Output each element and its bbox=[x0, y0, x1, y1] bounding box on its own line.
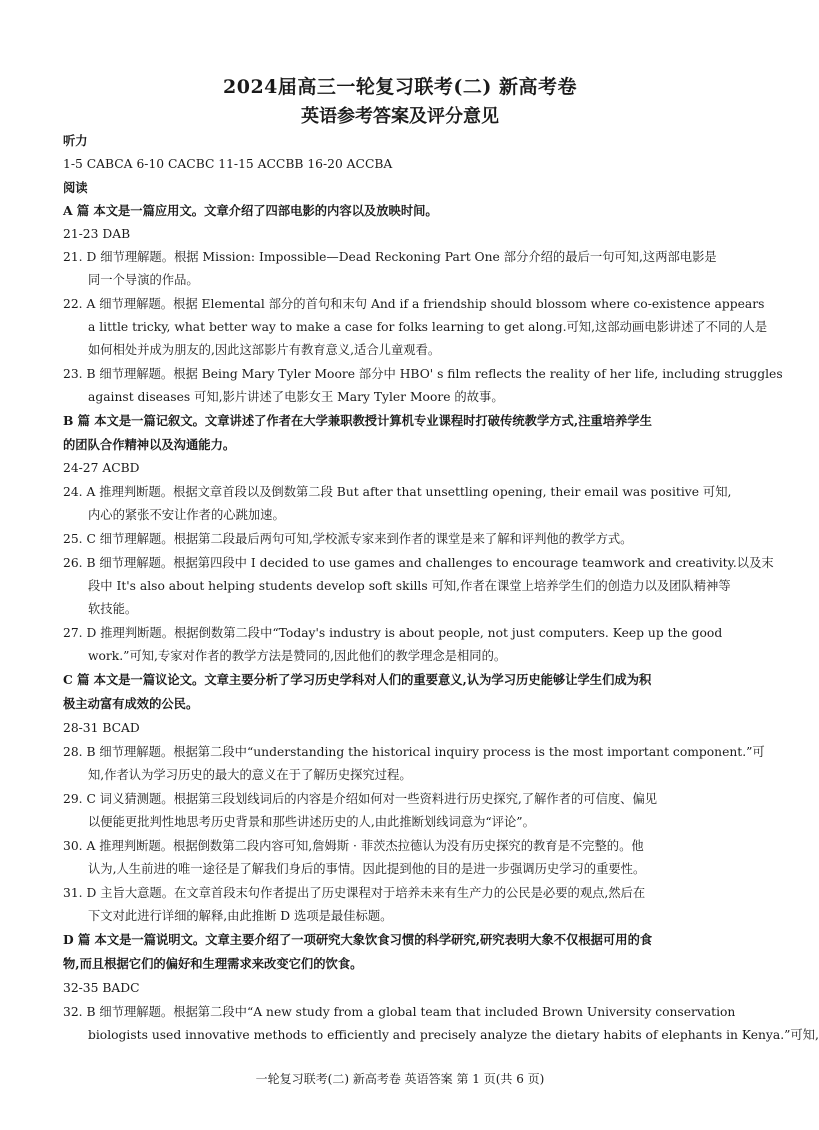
q29-line: 以便能更批判性地思考历史背景和那些讲述历史的人,由此推断划线词意为“评论”。 bbox=[88, 815, 535, 829]
passage-a-intro: A 篇 本文是一篇应用文。文章介绍了四部电影的内容以及放映时间。 bbox=[63, 203, 438, 218]
q30-line: 30. A 推理判断题。根据倒数第二段内容可知,詹姆斯 · 菲茨杰拉德认为没有历史探究的教育是不完整的。他 bbox=[63, 839, 644, 853]
passage-d-answers: 32-35 BADC bbox=[63, 981, 140, 995]
q27-line: work.”可知,专家对作者的教学方法是赞同的,因此他们的教学理念是相同的。 bbox=[88, 649, 507, 663]
passage-d-intro: D 篇 本文是一篇说明文。文章主要介绍了一项研究大象饮食习惯的科学研究,研究表明大象不仅根据可用的食 bbox=[63, 932, 653, 947]
q26-line: 段中 It's also about helping students develop soft skills 可知,作者在课堂上培养学生们的创造力以及团队精神等 bbox=[88, 579, 731, 593]
q22-line: a little tricky, what better way to make a case for folks learning to get along.可知,这部动画电影讲述了不同的人是 bbox=[88, 320, 768, 334]
listening-heading: 听力 bbox=[63, 133, 88, 148]
q21-line: 21. D 细节理解题。根据 Mission: Impossible—Dead Reckoning Part One 部分介绍的最后一句可知,这两部电影是 bbox=[63, 250, 717, 264]
passage-b-intro: B 篇 本文是一篇记叙文。文章讲述了作者在大学兼职教授计算机专业课程时打破传统教学方式,注重培养学生 bbox=[63, 413, 652, 428]
q25-line: 25. C 细节理解题。根据第二段最后两句可知,学校派专家来到作者的课堂是来了解和评判他的教学方式。 bbox=[63, 532, 633, 546]
passage-a-answers: 21-23 DAB bbox=[63, 227, 131, 241]
passage-d-intro: 物,而且根据它们的偏好和生理需求来改变它们的饮食。 bbox=[63, 956, 363, 971]
q22-line: 如何相处并成为朋友的,因此这部影片有教育意义,适合儿童观看。 bbox=[88, 343, 441, 357]
reading-heading: 阅读 bbox=[63, 180, 88, 195]
q28-line: 28. B 细节理解题。根据第二段中“understanding the historical inquiry process is the most important component.”可 bbox=[63, 745, 765, 759]
page-footer: 一轮复习联考(二) 新高考卷 英语答案 第 1 页(共 6 页) bbox=[255, 1072, 545, 1086]
listening-answers: 1-5 CABCA 6-10 CACBC 11-15 ACCBB 16-20 ACCBA bbox=[63, 157, 393, 171]
q30-line: 认为,人生前进的唯一途径是了解我们身后的事情。因此提到他的目的是进一步强调历史学习的重要性。 bbox=[88, 862, 646, 876]
q21-line: 同一个导演的作品。 bbox=[88, 273, 199, 287]
q22-line: 22. A 细节理解题。根据 Elemental 部分的首句和末句 And if a friendship should blossom where co-existence appears bbox=[63, 297, 765, 311]
q23-line: 23. B 细节理解题。根据 Being Mary Tyler Moore 部分中 HBO' s film reflects the reality of her life, including struggles bbox=[63, 367, 783, 381]
q26-line: 26. B 细节理解题。根据第四段中 I decided to use games and challenges to encourage teamwork and creativity.以及末 bbox=[63, 556, 774, 570]
q23-line: against diseases 可知,影片讲述了电影女王 Mary Tyler Moore 的故事。 bbox=[88, 390, 504, 404]
passage-b-answers: 24-27 ACBD bbox=[63, 461, 140, 475]
passage-c-intro: 极主动富有成效的公民。 bbox=[63, 696, 199, 711]
q31-line: 31. D 主旨大意题。在文章首段末句作者提出了历史课程对于培养未来有生产力的公民是必要的观点,然后在 bbox=[63, 886, 646, 900]
q24-line: 内心的紧张不安让作者的心跳加速。 bbox=[88, 508, 285, 522]
q28-line: 知,作者认为学习历史的最大的意义在于了解历史探究过程。 bbox=[88, 768, 412, 782]
page-title: 2024届高三一轮复习联考(二) 新高考卷 bbox=[223, 76, 577, 98]
passage-c-answers: 28-31 BCAD bbox=[63, 721, 140, 735]
q31-line: 下文对此进行详细的解释,由此推断 D 选项是最佳标题。 bbox=[88, 909, 393, 923]
q32-line: biologists used innovative methods to efficiently and precisely analyze the dietary habits of elephants in Kenya.”可知, bbox=[88, 1028, 819, 1042]
q27-line: 27. D 推理判断题。根据倒数第二段中“Today's industry is about people, not just computers. Keep up the good bbox=[63, 626, 723, 640]
q26-line: 软技能。 bbox=[88, 602, 138, 616]
passage-b-intro: 的团队合作精神以及沟通能力。 bbox=[63, 437, 236, 452]
q24-line: 24. A 推理判断题。根据文章首段以及倒数第二段 But after that unsettling opening, their email was positive 可知, bbox=[63, 485, 732, 499]
page-subtitle: 英语参考答案及评分意见 bbox=[301, 106, 499, 127]
q32-line: 32. B 细节理解题。根据第二段中“A new study from a global team that included Brown University conservation bbox=[63, 1005, 736, 1019]
passage-c-intro: C 篇 本文是一篇议论文。文章主要分析了学习历史学科对人们的重要意义,认为学习历史能够让学生们成为积 bbox=[63, 672, 652, 687]
q29-line: 29. C 词义猜测题。根据第三段划线词后的内容是介绍如何对一些资料进行历史探究,了解作者的可信度、偏见 bbox=[63, 792, 658, 806]
